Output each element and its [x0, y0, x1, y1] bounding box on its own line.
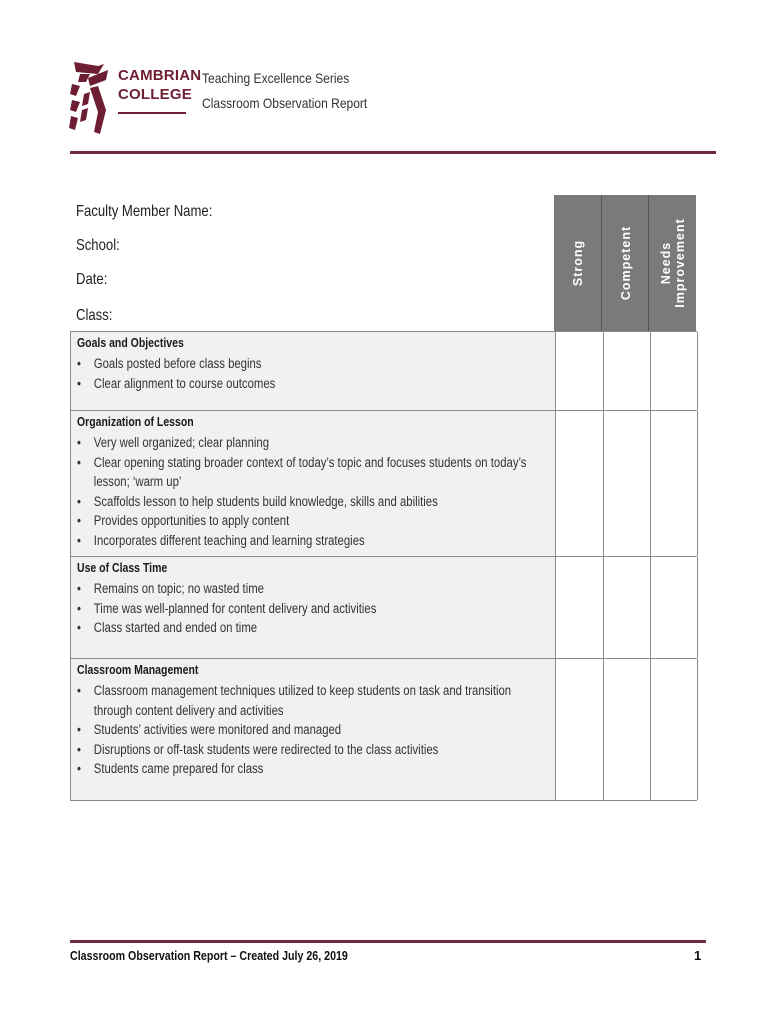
faculty-name-field[interactable]: Faculty Member Name:	[76, 203, 213, 220]
header-divider	[70, 151, 716, 154]
logo-underline	[118, 112, 186, 114]
rating-cell-needs-improvement[interactable]	[650, 557, 698, 658]
criteria-section-goals	[71, 332, 697, 410]
date-field[interactable]: Date:	[76, 271, 108, 288]
criteria-item: • Incorporates different teaching and learning strategies	[77, 531, 547, 551]
rating-cells	[556, 557, 697, 658]
criteria-list	[77, 433, 547, 550]
cambrian-logo-mark-icon	[68, 60, 112, 136]
criteria-table	[70, 331, 697, 801]
criteria-list	[77, 681, 547, 779]
criteria-section-organization	[71, 410, 697, 556]
criteria-description	[71, 557, 556, 658]
section-title: Goals and Objectives	[77, 336, 184, 350]
criteria-item: • Provides opportunities to apply content	[77, 511, 547, 531]
page-number: 1	[694, 948, 702, 963]
college-wordmark	[118, 66, 201, 104]
rating-cell-strong[interactable]	[556, 659, 604, 800]
series-title: Teaching Excellence Series	[202, 70, 350, 86]
rating-column-competent	[601, 195, 649, 331]
class-field[interactable]: Class:	[76, 307, 113, 324]
logo-line-2: COLLEGE	[118, 86, 192, 103]
criteria-item: • Clear opening stating broader context of today’s topic and focuses students on today’s lesson; ‘warm up’	[77, 453, 547, 492]
section-title: Classroom Management	[77, 663, 199, 677]
criteria-item: • Clear alignment to course outcomes	[77, 374, 547, 394]
logo-line-1: CAMBRIAN	[118, 67, 202, 84]
rating-label-needs-improvement	[659, 218, 687, 308]
info-block	[70, 195, 554, 331]
criteria-item: • Classroom management techniques utilized to keep students on task and transition through content delivery and activities	[77, 681, 547, 720]
rating-cell-needs-improvement[interactable]	[650, 659, 698, 800]
document-titles	[202, 66, 367, 116]
rating-cell-competent[interactable]	[603, 659, 651, 800]
criteria-item: • Time was well-planned for content delivery and activities	[77, 599, 547, 619]
criteria-item: • Students came prepared for class	[77, 759, 547, 779]
criteria-item: • Class started and ended on time	[77, 618, 547, 638]
criteria-section-class-time	[71, 556, 697, 658]
rating-cell-strong[interactable]	[556, 557, 604, 658]
criteria-item: • Students’ activities were monitored and managed	[77, 720, 547, 740]
criteria-list	[77, 354, 547, 393]
rating-cells	[556, 659, 697, 800]
rating-cell-needs-improvement[interactable]	[650, 411, 698, 556]
rating-cell-competent[interactable]	[603, 557, 651, 658]
criteria-list	[77, 579, 547, 638]
school-field[interactable]: School:	[76, 237, 120, 254]
rating-label-needs-line1: Needs	[659, 241, 673, 285]
rating-cells	[556, 411, 697, 556]
criteria-description	[71, 411, 556, 556]
rating-cell-strong[interactable]	[556, 411, 604, 556]
rating-header	[554, 195, 696, 331]
document-header	[68, 58, 388, 138]
rating-label-needs-line2: Improvement	[673, 218, 687, 308]
rating-label-strong: Strong	[570, 239, 585, 287]
criteria-section-classroom-management	[71, 658, 697, 800]
section-title: Organization of Lesson	[77, 415, 194, 429]
rating-cells	[556, 332, 697, 410]
rating-cell-needs-improvement[interactable]	[650, 332, 698, 410]
rating-cell-competent[interactable]	[603, 332, 651, 410]
rating-column-strong	[554, 195, 601, 331]
report-title: Classroom Observation Report	[202, 95, 368, 111]
criteria-item: • Very well organized; clear planning	[77, 433, 547, 453]
criteria-description	[71, 659, 556, 800]
criteria-description	[71, 332, 556, 410]
footer-caption: Classroom Observation Report – Created July 26, 2019	[70, 948, 348, 963]
rating-column-needs-improvement	[648, 195, 697, 331]
criteria-item: • Scaffolds lesson to help students build knowledge, skills and abilities	[77, 492, 547, 512]
criteria-item: • Goals posted before class begins	[77, 354, 547, 374]
rating-cell-strong[interactable]	[556, 332, 604, 410]
rating-label-competent: Competent	[618, 225, 633, 301]
section-title: Use of Class Time	[77, 561, 168, 575]
rating-cell-competent[interactable]	[603, 411, 651, 556]
criteria-item: • Remains on topic; no wasted time	[77, 579, 547, 599]
criteria-item: • Disruptions or off-task students were redirected to the class activities	[77, 740, 547, 760]
footer-divider	[70, 940, 706, 943]
